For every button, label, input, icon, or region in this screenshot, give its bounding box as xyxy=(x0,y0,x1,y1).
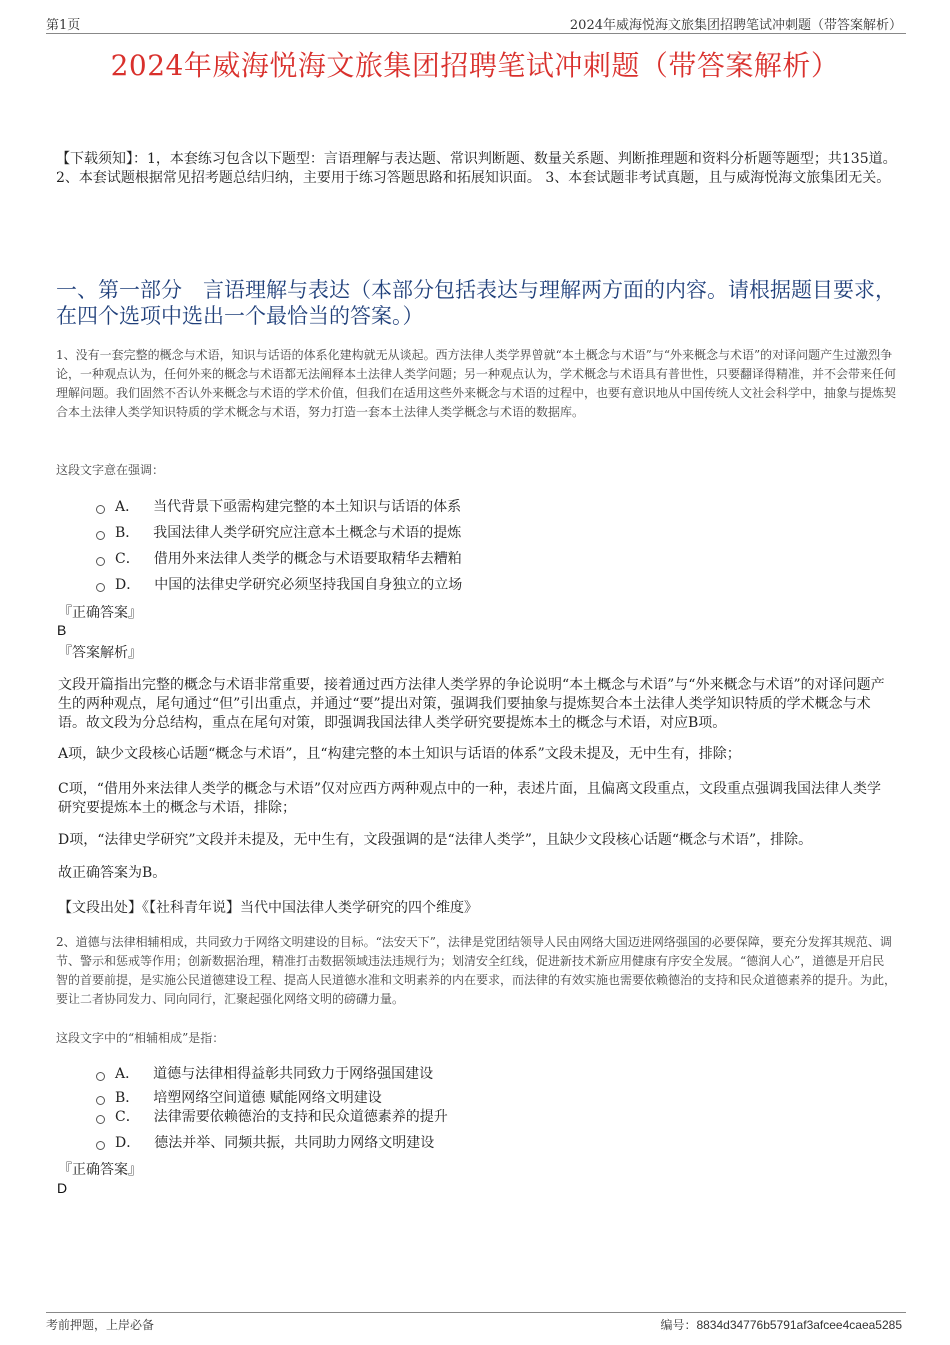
option-letter: D． xyxy=(115,577,141,593)
question-1-option-b[interactable] xyxy=(96,522,461,542)
question-1-prompt: 这段文字意在强调： xyxy=(56,463,165,477)
header-doc-title: 2024年威海悦海文旅集团招聘笔试冲刺题（带答案解析） xyxy=(569,18,902,33)
option-letter: C． xyxy=(115,551,140,567)
option-letter: B． xyxy=(115,1090,140,1106)
radio-icon[interactable] xyxy=(96,1141,105,1150)
radio-icon[interactable] xyxy=(96,1072,105,1081)
analysis-paragraph: 故正确答案为B。 xyxy=(58,865,167,881)
question-2-option-d[interactable] xyxy=(96,1132,434,1152)
option-letter: B． xyxy=(115,525,140,541)
option-text: 法律需要依赖德治的支持和民众道德素养的提升 xyxy=(153,1109,448,1125)
radio-icon[interactable] xyxy=(96,557,105,566)
question-1-option-a[interactable] xyxy=(96,496,461,516)
question-1-option-d[interactable] xyxy=(96,574,462,594)
radio-icon[interactable] xyxy=(96,505,105,514)
option-text: 借用外来法律人类学的概念与术语要取精华去糟粕 xyxy=(153,551,462,567)
radio-icon[interactable] xyxy=(96,1115,105,1124)
question-1-analysis-label: 『答案解析』 xyxy=(58,645,142,661)
footer-slogan: 考前押题，上岸必备 xyxy=(46,1318,155,1332)
question-1-answer: B xyxy=(57,622,67,638)
analysis-paragraph: C项，“借用外来法律人类学的概念与术语”仅对应西方两种观点中的一种，表述片面，且偏离文段重点，文段重点强调我国法律人类学研究要提炼本土的概念与术语，排除； xyxy=(58,781,882,816)
option-text: 我国法律人类学研究应注意本土概念与术语的提炼 xyxy=(153,525,462,541)
option-letter: D． xyxy=(115,1135,141,1151)
question-2-option-b[interactable] xyxy=(96,1087,382,1107)
radio-icon[interactable] xyxy=(96,531,105,540)
option-text: 培塑网络空间道德 赋能网络文明建设 xyxy=(153,1090,382,1106)
download-notice: 【下载须知】：1，本套练习包含以下题型：言语理解与表达题、常识判断题、数量关系题、判断推理题和资料分析题等题型；共135道。 2、本套试题根据常见招考题总结归纳，主要用于练习答题思路和拓展知识面。 3、本套试题非考试真题，且与威海悦海文旅集团无关。 xyxy=(56,151,897,186)
question-1-answer-label: 『正确答案』 xyxy=(58,605,142,621)
question-1-source: 【文段出处】《【社科青年说】当代中国法律人类学研究的四个维度》 xyxy=(58,900,478,916)
section-heading: 一、第一部分 言语理解与表达（本部分包括表达与理解两方面的内容。请根据题目要求，在四个选项中选出一个最恰当的答案。） xyxy=(56,278,896,328)
question-2-option-c[interactable] xyxy=(96,1106,448,1126)
option-letter: A． xyxy=(115,1066,140,1082)
option-text: 道德与法律相得益彰共同致力于网络强国建设 xyxy=(153,1066,434,1082)
header-divider xyxy=(46,33,906,34)
question-1-text: 1、没有一套完整的概念与术语，知识与话语的体系化建构就无从谈起。西方法律人类学界曾就“本土概念与术语”与“外来概念与术语”的对译问题产生过激烈争论，一种观点认为，任何外来的概念与术语都无法阐释本土法律人类学问题；另一种观点认为，学术概念与术语具有普世性，只要翻译得精准，并不会带来任何理解问题。我们固然不否认外来概念与术语的学术价值，但我们在适用这些外来概念与术语的过程中，也要有意识地从中国传统人文社会科学中，抽象与提炼契合本土法律人类学知识特质的学术概念与术语，努力打造一套本土法律人类学概念与术语的数据库。 xyxy=(56,348,897,419)
analysis-paragraph: 文段开篇指出完整的概念与术语非常重要，接着通过西方法律人类学界的争论说明“本土概念与术语”与“外来概念与术语”的对译问题产生的两种观点，尾句通过“但”引出重点，并通过“要”提出对策，强调我们要抽象与提炼契合本土法律人类学知识特质的学术概念与术语。故文段为分总结构，重点在尾句对策，即强调我国法律人类学研究要提炼本土的概念与术语，对应B项。 xyxy=(58,677,885,731)
option-letter: A． xyxy=(115,499,140,515)
question-2-prompt: 这段文字中的“相辅相成”是指： xyxy=(56,1031,225,1045)
footer-divider xyxy=(46,1312,906,1313)
question-2-option-a[interactable] xyxy=(96,1063,433,1083)
question-2-answer: D xyxy=(57,1180,68,1196)
page-number: 第1页 xyxy=(46,18,81,33)
question-1-option-c[interactable] xyxy=(96,548,462,568)
footer-code-value: 8834d34776b5791af3afcee4caea5285 xyxy=(696,1318,902,1332)
analysis-paragraph: D项，“法律史学研究”文段并未提及，无中生有，文段强调的是“法律人类学”，且缺少文段核心话题“概念与术语”，排除。 xyxy=(58,832,813,848)
analysis-paragraph: A项，缺少文段核心话题“概念与术语”，且“构建完整的本土知识与话语的体系”文段未提及，无中生有，排除； xyxy=(58,746,741,762)
footer-code xyxy=(660,1316,902,1333)
page-title: 2024年威海悦海文旅集团招聘笔试冲刺题（带答案解析） xyxy=(110,49,840,82)
option-text: 当代背景下亟需构建完整的本土知识与话语的体系 xyxy=(153,499,462,515)
question-2-text: 2、道德与法律相辅相成，共同致力于网络文明建设的目标。“法安天下”，法律是党团结领导人民由网络大国迈进网络强国的必要保障，要充分发挥其规范、调节、警示和惩戒等作用；创新数据治理，精准打击数据领域违法违规行为；划清安全红线，促进新技术新应用健康有序安全发展。“德润人心”，道德是开启民智的首要前提，是实施公民道德建设工程、提高人民道德水准和文明素养的内在要求，而法律的有效实施也需要依赖德治的支持和民众道德素养的提升。为此，要让二者协同发力、同向同行，汇聚起强化网络文明的磅礴力量。 xyxy=(56,935,897,1006)
question-2-answer-label: 『正确答案』 xyxy=(58,1162,142,1178)
radio-icon[interactable] xyxy=(96,583,105,592)
footer-code-label: 编号： xyxy=(660,1318,697,1332)
option-letter: C． xyxy=(115,1109,140,1125)
option-text: 中国的法律史学研究必须坚持我国自身独立的立场 xyxy=(154,577,463,593)
option-text: 德法并举、同频共振，共同助力网络文明建设 xyxy=(154,1135,435,1151)
radio-icon[interactable] xyxy=(96,1096,105,1105)
